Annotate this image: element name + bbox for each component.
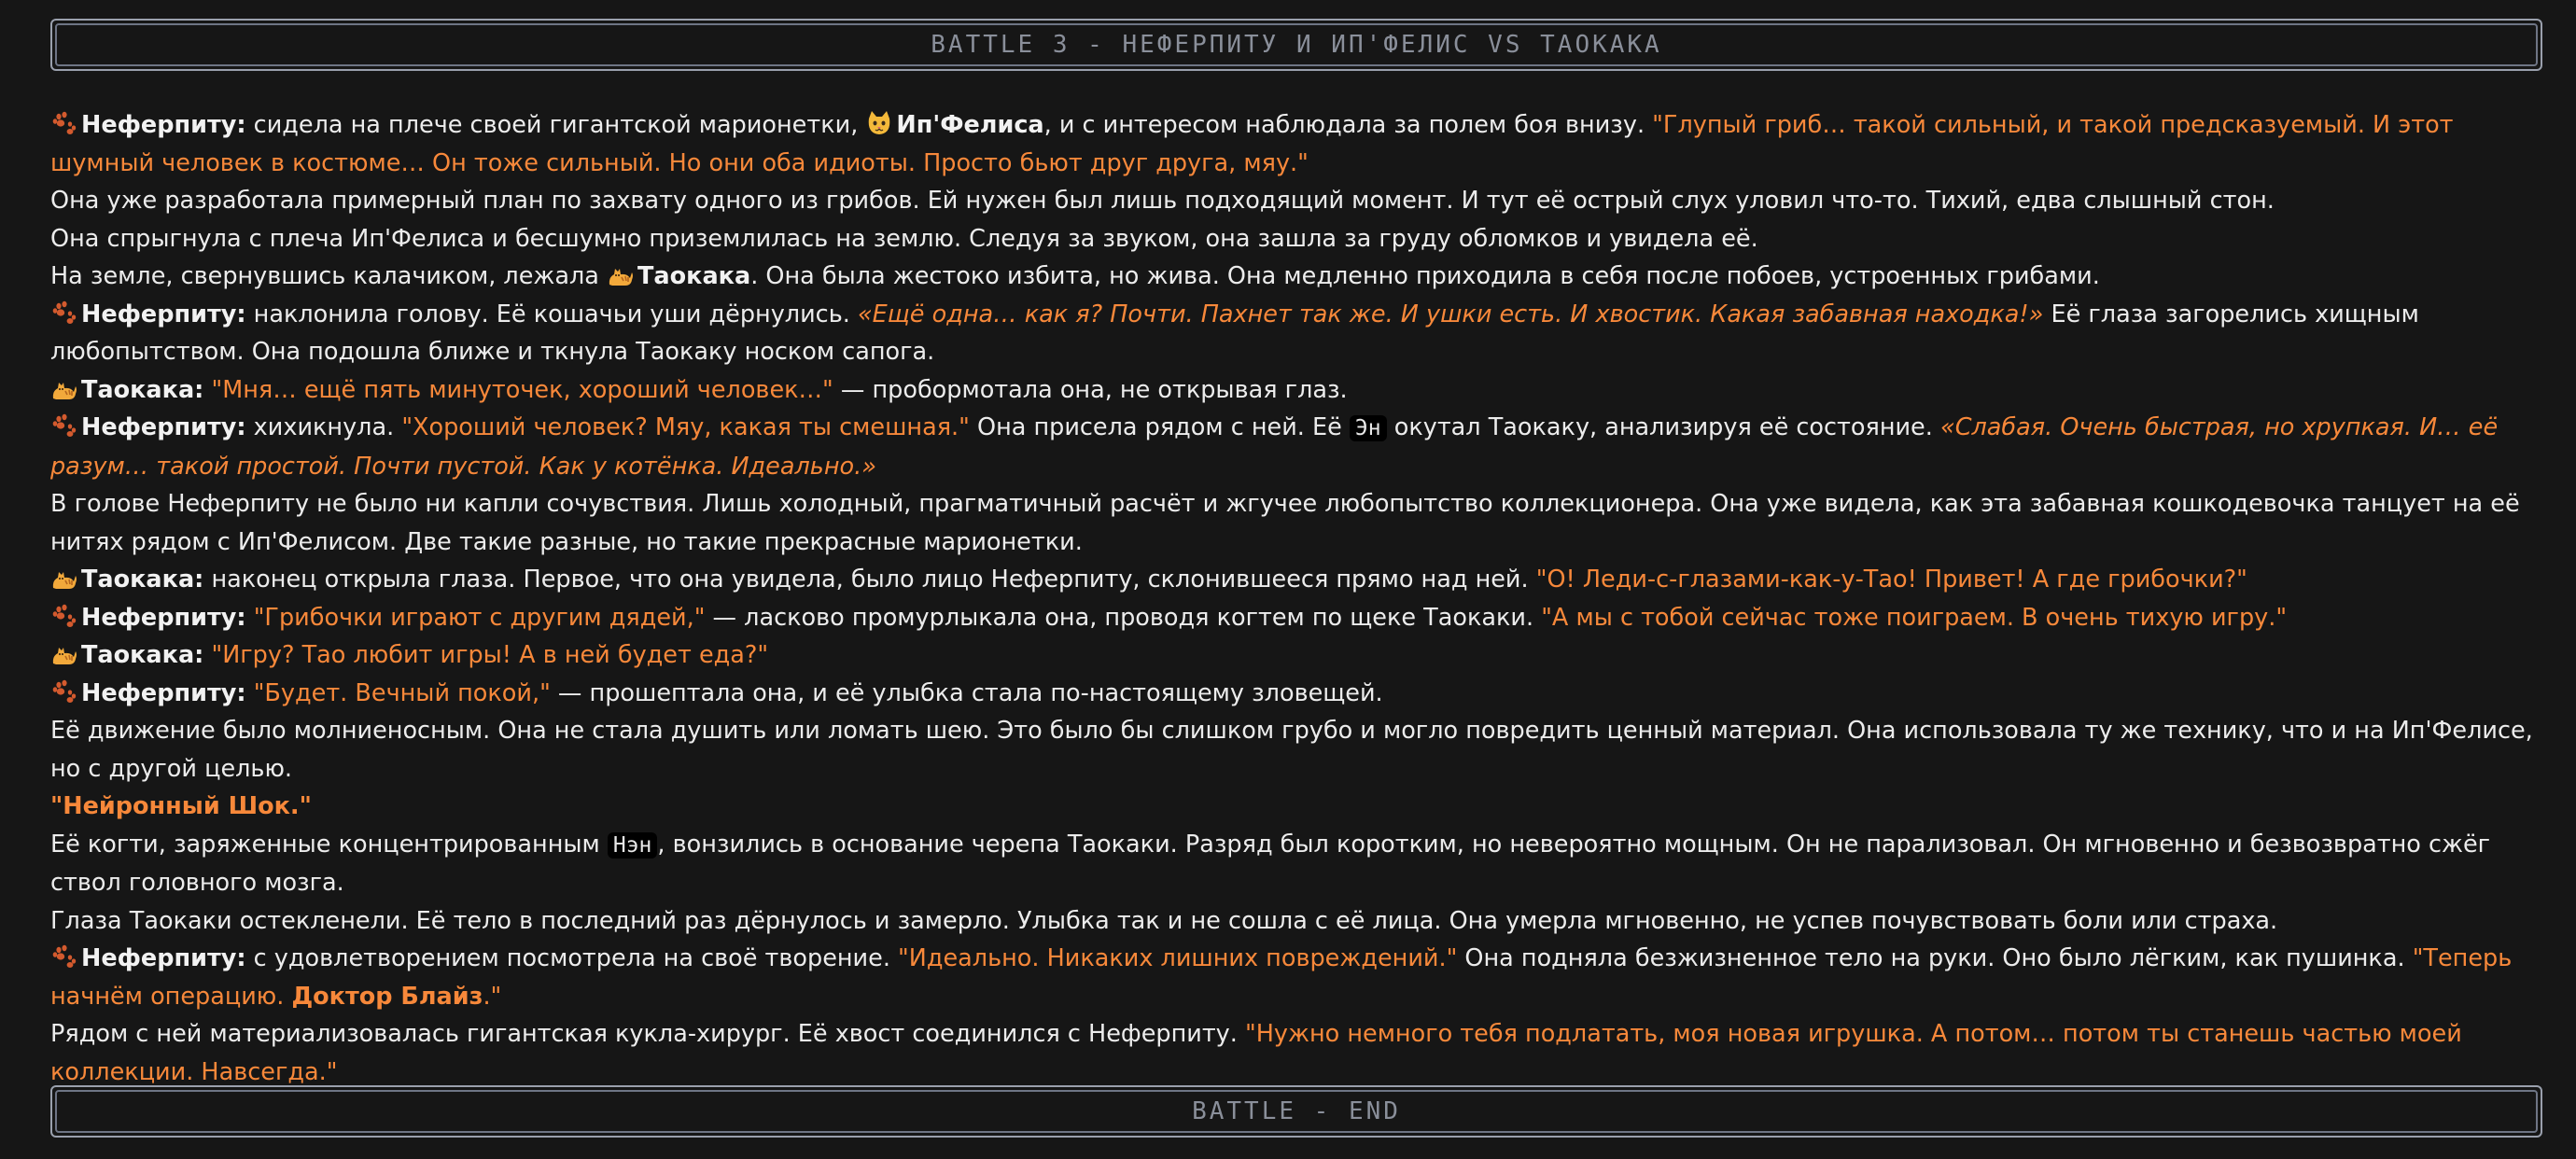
- story-line: [50, 826, 2542, 902]
- dialogue-quote: "Хороший человек? Мяу, какая ты смешная.": [401, 413, 970, 441]
- dialogue-quote: "Грибочки играют с другим дядей,": [253, 603, 706, 632]
- narration: , вонзились в основание черепа Таокаки. Разряд был коротким, но невероятно мощным. Он не парализовал. Он мгновенно и безвозвратно сжёг ствол головного мозга.: [50, 830, 2491, 897]
- narration: На земле, свернувшись калачиком, лежала: [50, 262, 608, 290]
- narration: окутал Таокаку, анализируя её состояние.: [1386, 413, 1940, 441]
- story-line: [50, 636, 2542, 675]
- dialogue-quote: "Игру? Тао любит игры! А в ней будет еда?": [211, 641, 769, 669]
- paw-prints-icon: [50, 943, 78, 970]
- narration: Она присела рядом с ней. Её: [969, 413, 1350, 441]
- narration: — ласково промурлыкала она, проводя когтем по щеке Таокаки.: [705, 603, 1542, 632]
- narration: сидела на плече своей гигантской марионетки,: [245, 111, 866, 139]
- story-line: [50, 258, 2542, 296]
- paw-prints-icon: [50, 602, 78, 630]
- thought-quote: «Слабая. Очень быстрая, но хрупкая. И… её разум… такой простой. Почти пустой. Как у котёнка. Идеально.»: [50, 413, 2499, 481]
- speaker-name: Неферпиту:: [81, 678, 246, 707]
- speaker-name: Неферпиту:: [81, 111, 246, 139]
- story-line: [50, 599, 2542, 637]
- narration: наконец открыла глаза. Первое, что она увидела, было лицо Неферпиту, склонившееся прямо над ней.: [203, 566, 1536, 593]
- thought-quote: «Ещё одна… как я? Почти. Пахнет так же. И ушки есть. И хвостик. Какая забавная находка!»: [857, 300, 2044, 328]
- dialogue-quote: .": [483, 982, 502, 1011]
- story-line: В голове Неферпиту не было ни капли сочувствия. Лишь холодный, прагматичный расчёт и жгучее любопытство коллекционера. Она уже видела, как эта забавная кошкодевочка танцует на её нитях рядом с Ип'Фелисом. Две такие разные, но такие прекрасные марионетки.: [50, 490, 2520, 556]
- narration: с удовлетворением посмотрела на своё творение.: [245, 944, 899, 972]
- speaker-name: Таокака:: [81, 375, 204, 404]
- cat-icon: [50, 564, 78, 592]
- cat-icon: [607, 260, 635, 288]
- paw-prints-icon: [50, 412, 78, 440]
- narration: — прошептала она, и её улыбка стала по-настоящему зловещей.: [550, 678, 1383, 707]
- narration: . Она была жестоко избита, но жива. Она медленно приходила в себя после побоев, устроенных грибами.: [750, 262, 2100, 290]
- narration: Она подняла безжизненное тело на руки. Оно было лёгким, как пушинка.: [1457, 944, 2413, 972]
- speaker-name: Неферпиту:: [81, 944, 246, 972]
- speaker-name: Неферпиту:: [81, 603, 246, 632]
- inline-code: Нэн: [608, 832, 658, 859]
- character-name: Ип'Фелиса: [896, 111, 1044, 139]
- speaker-name: Неферпиту:: [81, 413, 246, 441]
- inline-code: Эн: [1350, 415, 1387, 441]
- dialogue-quote: "Теперь начнём операцию.: [50, 944, 2513, 1011]
- cat-icon: [50, 374, 78, 402]
- speaker-name: Таокака:: [81, 641, 204, 669]
- story-line: [50, 675, 2542, 713]
- story-line: [50, 296, 2542, 371]
- speaker-name: Таокака:: [81, 566, 204, 593]
- story-line: [50, 561, 2542, 599]
- narration: наклонила голову. Её кошачьи уши дёрнулись.: [245, 300, 858, 328]
- cat-face-icon: [865, 109, 893, 137]
- dialogue-quote: "Мня… ещё пять минуточек, хороший человек…": [211, 375, 833, 404]
- paw-prints-icon: [50, 109, 78, 137]
- story-line: [50, 371, 2542, 410]
- dialogue-quote: "Глупый гриб… такой сильный, и такой предсказуемый. И этот шумный человек в костюме… Он тоже сильный. Но они оба идиоты. Просто бьют друг друга, мяу.": [50, 111, 2454, 177]
- dialogue-quote: "Будет. Вечный покой,": [253, 678, 551, 707]
- spacer: [246, 679, 254, 707]
- narration: Её глаза загорелись хищным любопытством. Она подошла ближе и ткнула Таокаку носком сапога.: [50, 300, 2419, 366]
- story-line: [50, 1015, 2542, 1091]
- narration: Её когти, заряженные концентрированным: [50, 830, 608, 859]
- dialogue-quote: "Идеально. Никаких лишних повреждений.": [898, 944, 1458, 972]
- battle-footer-banner: [50, 1085, 2542, 1138]
- story-line: Она уже разработала примерный план по захвату одного из грибов. Ей нужен был лишь подходящий момент. И тут её острый слух уловил что-то. Тихий, едва слышный стон.: [50, 187, 2275, 215]
- paw-prints-icon: [50, 677, 78, 705]
- story-line: [50, 409, 2542, 485]
- dialogue-quote: "Нужно немного тебя подлатать, моя новая игрушка. А потом… потом ты станешь частью моей коллекции. Навсегда.": [50, 1020, 2462, 1086]
- character-name: Таокака: [637, 262, 751, 290]
- paw-prints-icon: [50, 299, 78, 327]
- dialogue-quote: "О! Леди-с-глазами-как-у-Тао! Привет! А где грибочки?": [1535, 566, 2247, 593]
- battle-footer-title: BATTLE - END: [55, 1090, 2538, 1133]
- story-line: Глаза Таокаки остекленели. Её тело в последний раз дёрнулось и замерло. Улыбка так и не сошла с её лица. Она умерла мгновенно, не успев почувствовать боли или страха.: [50, 906, 2278, 935]
- story-line: [50, 940, 2542, 1015]
- technique-name: "Нейронный Шок.": [50, 792, 312, 820]
- battle-header-title: BATTLE 3 - НЕФЕРПИТУ И ИП'ФЕЛИС VS ТАОКАКА: [55, 23, 2538, 66]
- story-line: [50, 106, 2542, 182]
- dialogue-quote-bold: Доктор Блайз: [291, 982, 483, 1011]
- narration: Рядом с ней материализовалась гигантская кукла-хирург. Её хвост соединился с Неферпиту.: [50, 1020, 1245, 1048]
- narration: хихикнула.: [245, 413, 402, 441]
- narration: , и с интересом наблюдала за полем боя внизу.: [1043, 111, 1653, 139]
- cat-icon: [50, 639, 78, 667]
- spacer: [246, 604, 254, 632]
- battle-header-banner: [50, 19, 2542, 71]
- story-line: Она спрыгнула с плеча Ип'Фелиса и бесшумно приземлилась на землю. Следуя за звуком, она зашла за груду обломков и увидела её.: [50, 224, 1758, 253]
- dialogue-quote: "А мы с тобой сейчас тоже поиграем. В очень тихую игру.": [1541, 603, 2288, 632]
- speaker-name: Неферпиту:: [81, 300, 246, 328]
- narration: — пробормотала она, не открывая глаз.: [833, 375, 1348, 404]
- story-text: [50, 106, 2542, 1091]
- story-line: Её движение было молниеносным. Она не стала душить или ломать шею. Это было бы слишком грубо и могло повредить ценный материал. Она использовала ту же технику, что и на Ип'Фелисе, но с другой целью.: [50, 717, 2533, 783]
